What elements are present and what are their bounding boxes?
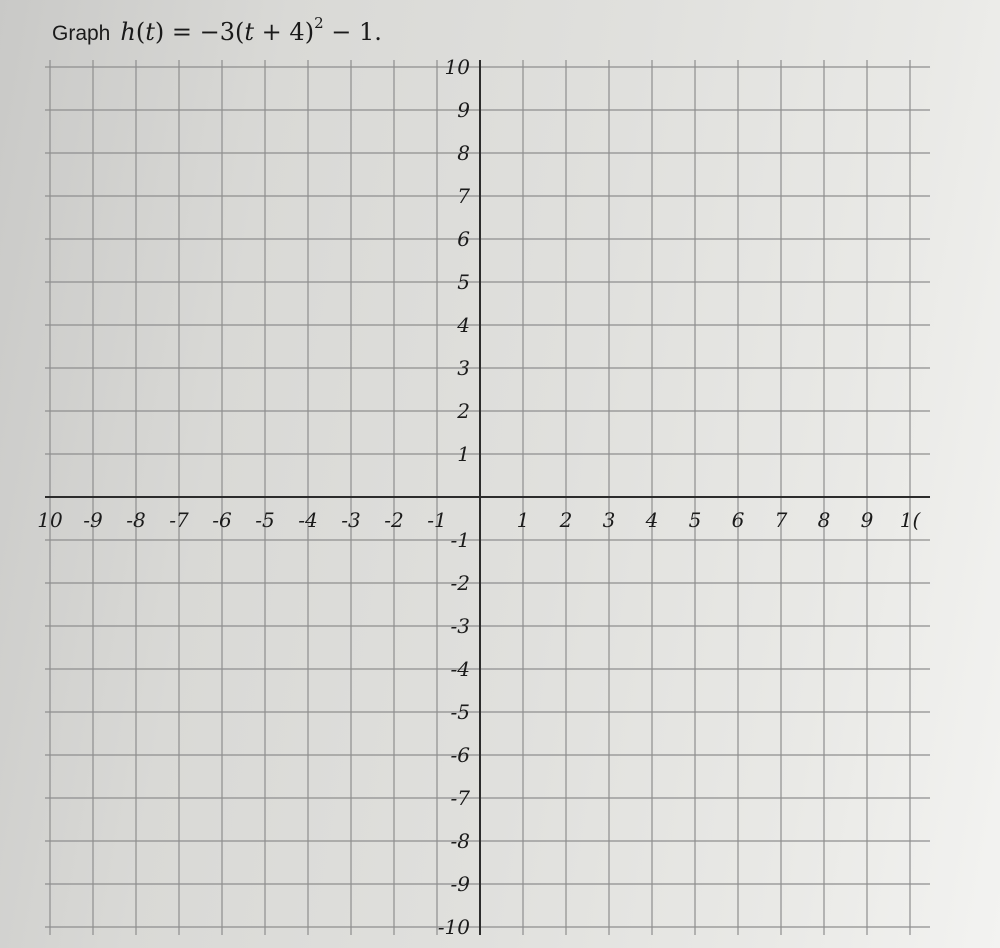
y-tick-label: 3	[457, 356, 470, 380]
y-tick-label: -1	[450, 528, 470, 552]
y-tick-label: -7	[450, 786, 470, 810]
x-tick-label: 8	[817, 508, 831, 532]
x-tick-label: 2	[559, 508, 573, 532]
x-tick-label: -2	[384, 508, 404, 532]
y-tick-label: -4	[450, 657, 470, 681]
inner-variable: t	[244, 18, 255, 46]
y-tick-label: 6	[457, 227, 470, 251]
y-tick-label: 1	[457, 442, 470, 466]
coefficient: −3	[199, 18, 235, 46]
y-tick-label: -6	[450, 743, 470, 767]
horizontal-shift: 4	[289, 18, 305, 46]
y-tick-label: -8	[450, 829, 470, 853]
x-tick-label: 6	[731, 508, 745, 532]
exponent: 2	[314, 14, 324, 32]
prompt-label: Graph	[52, 22, 111, 45]
x-tick-label: 7	[774, 508, 788, 532]
x-tick-label: 3	[602, 508, 616, 532]
function-equation: $h(t) = -3(t + 4)^2 - 1$.	[120, 14, 382, 46]
y-tick-label: 5	[457, 270, 470, 294]
x-tick-label: -7	[169, 508, 189, 532]
function-variable: t	[145, 18, 155, 46]
y-tick-label: -5	[450, 700, 470, 724]
x-tick-label: 4	[645, 508, 659, 532]
vertical-shift: 1	[358, 18, 375, 46]
x-tick-label: 9	[860, 508, 874, 532]
y-tick-label: 4	[457, 313, 470, 337]
y-tick-label: 9	[457, 98, 470, 122]
y-tick-label: -9	[450, 872, 470, 896]
y-tick-label: -3	[450, 614, 470, 638]
x-tick-label: -6	[212, 508, 232, 532]
y-tick-label: -2	[450, 571, 470, 595]
y-tick-label: 2	[457, 399, 470, 423]
x-tick-label: 1(	[899, 508, 921, 532]
y-tick-label: 7	[457, 184, 470, 208]
x-tick-label: 5	[688, 508, 702, 532]
x-tick-label: -4	[298, 508, 318, 532]
function-name: h	[120, 18, 136, 46]
y-tick-label: 10	[444, 55, 470, 79]
x-tick-label: 10	[37, 508, 63, 532]
x-tick-label: -1	[427, 508, 447, 532]
x-tick-label: 1	[516, 508, 530, 532]
x-tick-label: -8	[126, 508, 146, 532]
x-tick-label: -9	[83, 508, 103, 532]
y-tick-label: 8	[457, 141, 470, 165]
y-tick-label: -10	[437, 915, 470, 939]
x-tick-label: -5	[255, 508, 275, 532]
x-tick-label: -3	[341, 508, 361, 532]
